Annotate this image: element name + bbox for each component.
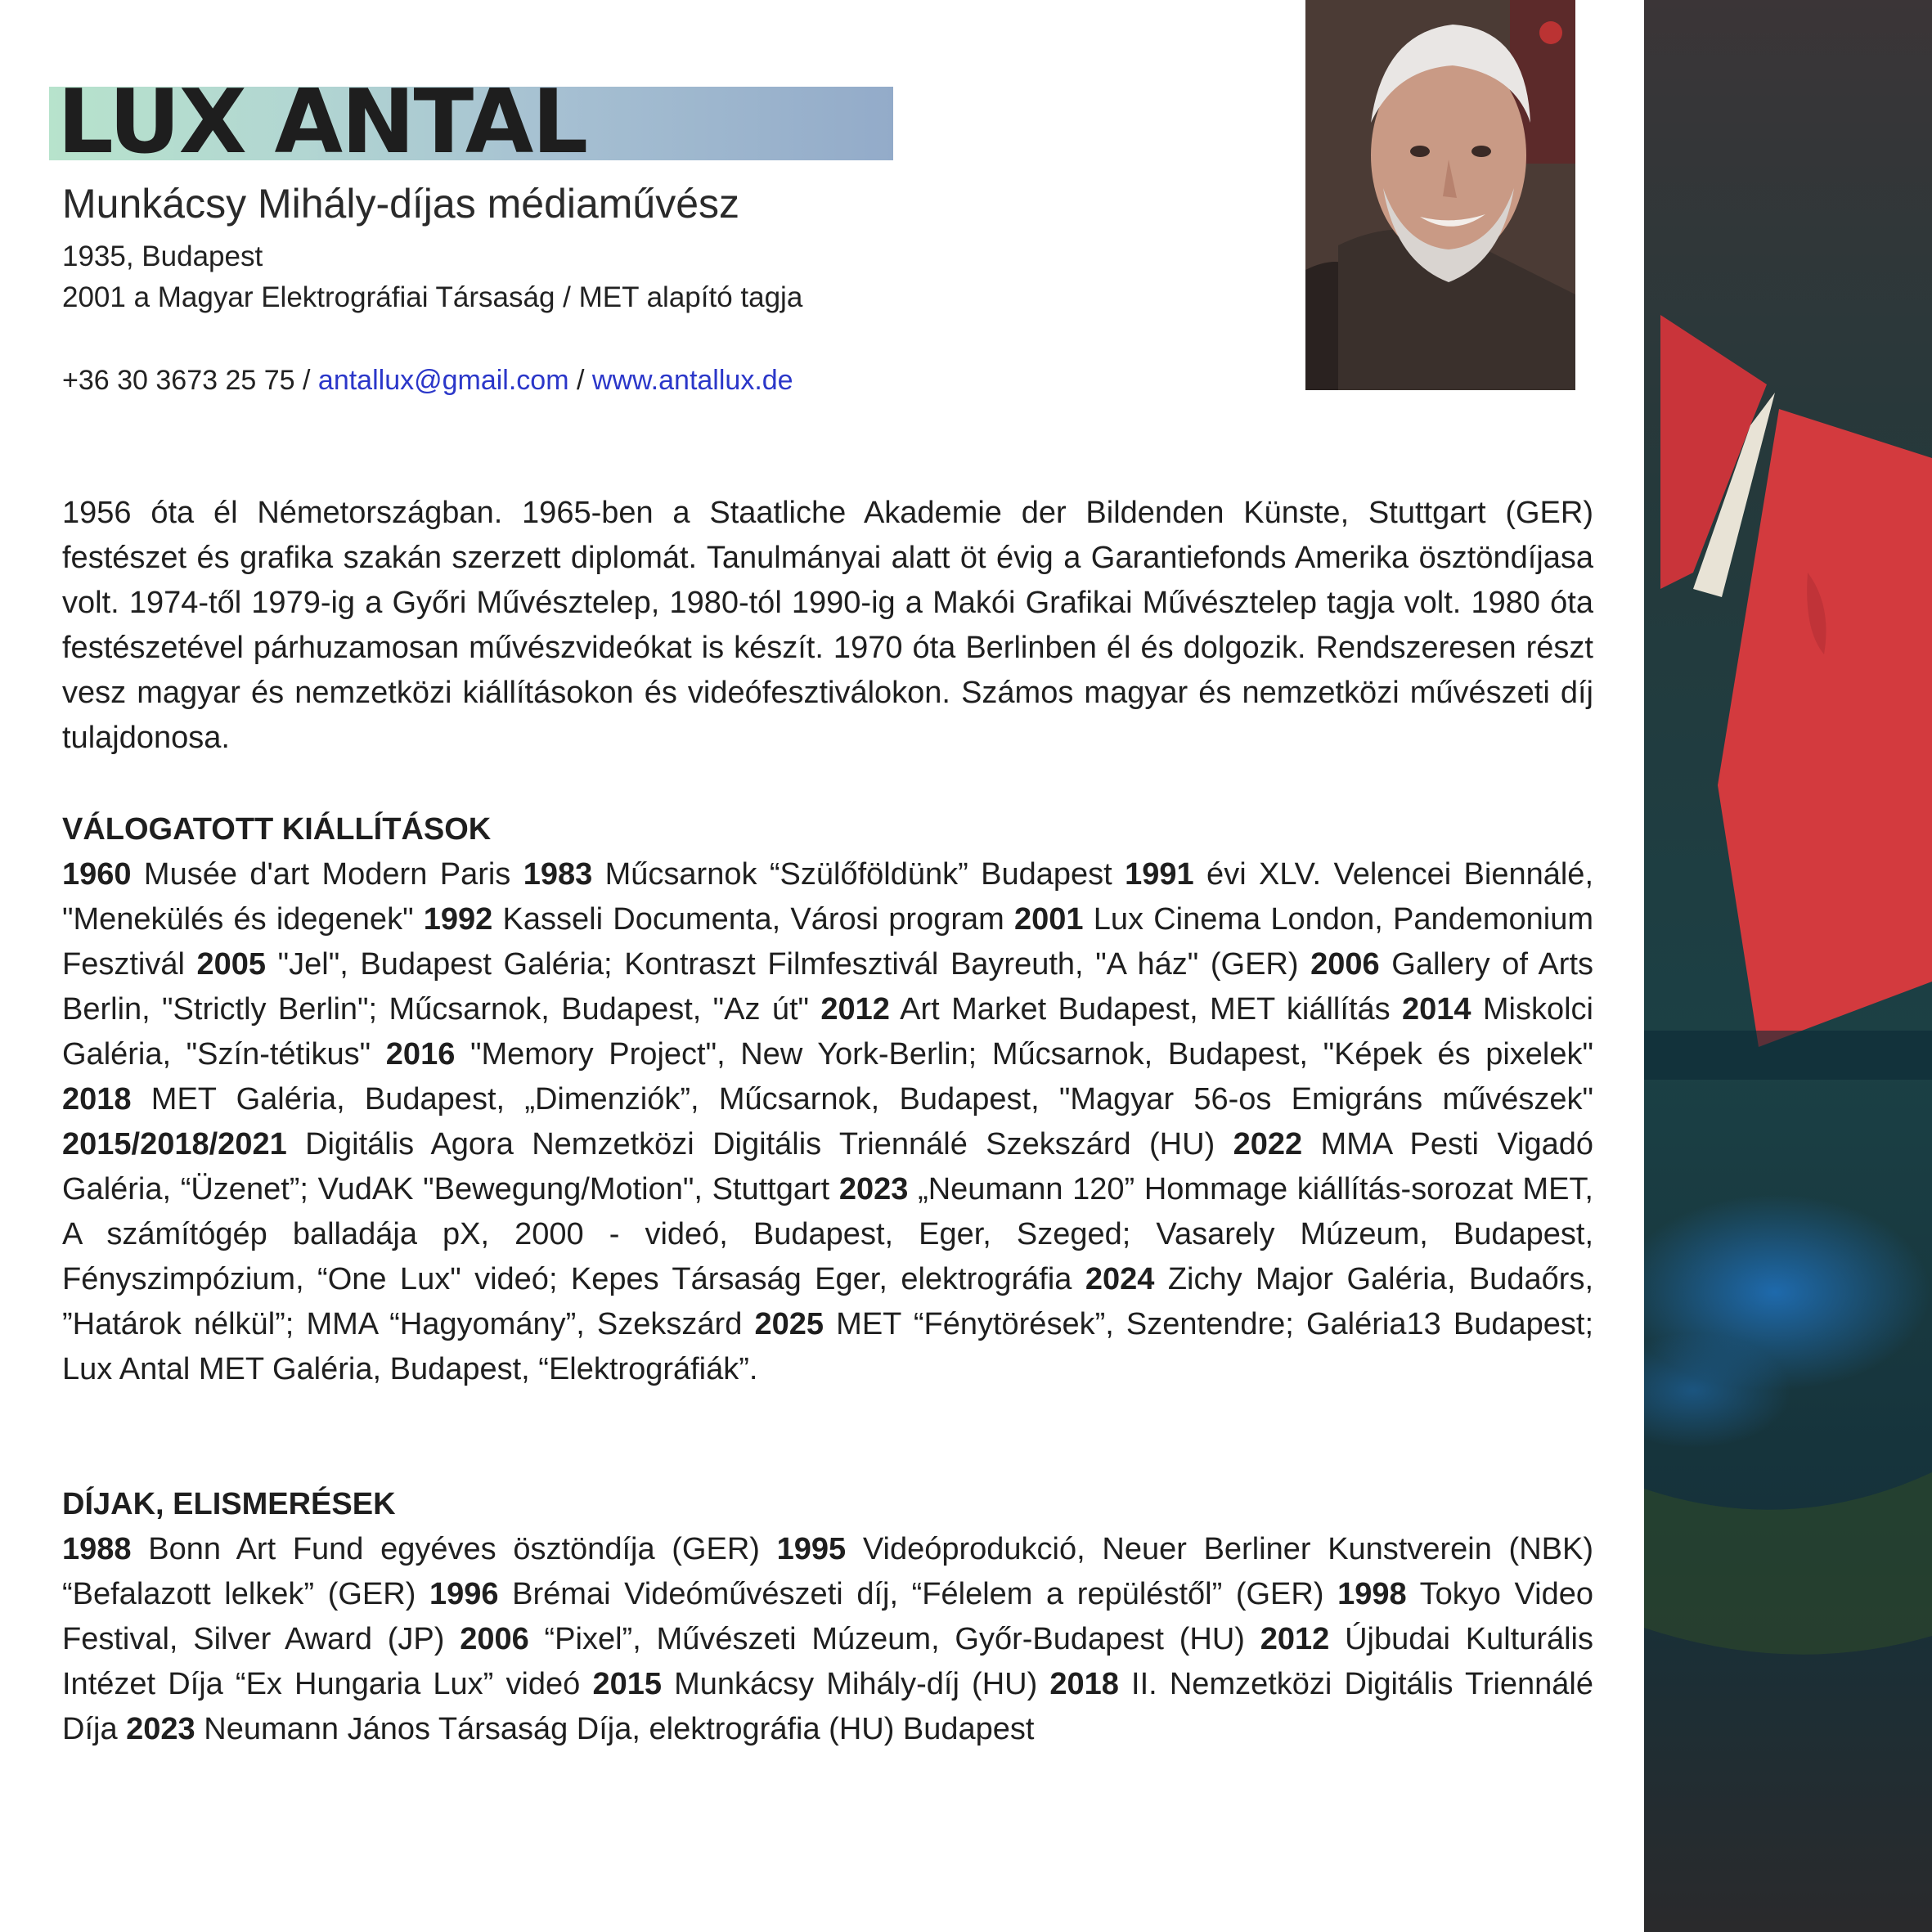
award-entry (126, 1712, 1034, 1746)
exhibition-year: 2025 (754, 1307, 824, 1341)
separator: / (568, 365, 592, 396)
exhibition-year: 1960 (62, 857, 132, 892)
exhibition-year: 2024 (1085, 1262, 1155, 1296)
exhibition-year: 1991 (1125, 857, 1194, 892)
exhibition-text: Digitális Agora Nemzetközi Digitális Triennálé Szekszárd (HU) (286, 1127, 1233, 1161)
exhibition-text: Zichy Major Galéria, Budaőrs, ”Határok nélkül”; MMA “Hagyomány”, Szekszárd (62, 1262, 1593, 1341)
award-entry (62, 1532, 777, 1566)
membership-info: 2001 a Magyar Elektrográfiai Társaság / MET alapító tagja (62, 281, 803, 313)
award-year: 1996 (429, 1577, 499, 1611)
exhibition-entry (197, 947, 1311, 982)
artist-name: LUX ANTAL (57, 71, 587, 173)
exhibition-entry (62, 1082, 1593, 1117)
artist-title: Munkácsy Mihály-díjas médiaművész (62, 181, 740, 227)
exhibition-text: MET Galéria, Budapest, „Dimenziók”, Műcsarnok, Budapest, "Magyar 56-os Emigráns művészek" (131, 1082, 1593, 1117)
exhibitions-list (62, 852, 1593, 1392)
email-link[interactable]: antallux@gmail.com (317, 365, 569, 396)
award-text: Munkácsy Mihály-díj (HU) (661, 1667, 1050, 1701)
website-link[interactable]: www.antallux.de (591, 365, 793, 396)
exhibition-year: 2023 (838, 1172, 909, 1206)
award-year: 1988 (62, 1532, 132, 1566)
artwork-illustration (1644, 0, 1932, 1932)
award-year: 1995 (776, 1532, 847, 1566)
exhibition-year: 2014 (1401, 992, 1471, 1027)
award-text: Brémai Videóművészeti díj, “Félelem a repüléstől” (GER) (498, 1577, 1338, 1611)
exhibition-year: 1983 (523, 857, 593, 892)
biography-paragraph: 1956 óta él Németországban. 1965-ben a Staatliche Akademie der Bildenden Künste, Stuttgart (GER) festészet és grafika szakán szerzett diplomát. Tanulmányai alatt öt évig a Garantiefonds Amerika ösztöndíjasa volt. 1974-től 1979-ig a Győri Művésztelep, 1980-tól 1990-ig a Makói Grafikai Művésztelep tagja volt. 1980 óta festészetével párhuzamosan művészvideókat is készít. 1970 óta Berlinben él és dolgozik. Rendszeresen részt vesz magyar és nemzetközi kiállításokon és videófesztiválokon. Számos magyar és nemzetközi művészeti díj tulajdonosa. (62, 496, 1593, 755)
awards-heading: DÍJAK, ELISMERÉSEK (62, 1487, 396, 1521)
exhibition-entry (62, 857, 523, 892)
exhibition-text: Lux Cinema London, Pandemonium Fesztivál (62, 902, 1594, 982)
award-entry (592, 1667, 1049, 1701)
birth-info: 1935, Budapest (62, 240, 263, 272)
award-text: “Pixel”, Művészeti Múzeum, Győr-Budapest (HU) (528, 1622, 1260, 1656)
portrait-photo (1305, 0, 1575, 390)
exhibition-text: Gallery of Arts Berlin, "Strictly Berlin"; Műcsarnok, Budapest, "Az út" (62, 947, 1593, 1027)
exhibition-year: 2005 (196, 947, 267, 982)
exhibition-text: "Jel", Budapest Galéria; Kontraszt Filmfesztivál Bayreuth, "A ház" (GER) (266, 947, 1311, 982)
exhibitions-heading: VÁLOGATOTT KIÁLLÍTÁSOK (62, 812, 492, 847)
exhibition-entry (424, 902, 1014, 937)
exhibition-year: 2012 (820, 992, 890, 1027)
exhibition-year: 2015/2018/2021 (62, 1127, 287, 1161)
award-year: 2018 (1049, 1667, 1119, 1701)
phone-number: +36 30 3673 25 75 (62, 365, 295, 396)
exhibition-entry (386, 1037, 1593, 1072)
artwork-strip (1644, 0, 1932, 1932)
exhibition-year: 2018 (62, 1082, 132, 1117)
exhibition-text: Miskolci Galéria, "Szín-tétikus" (62, 992, 1593, 1072)
award-text: Tokyo Video Festival, Silver Award (JP) (62, 1577, 1593, 1656)
award-entry (429, 1577, 1337, 1611)
award-year: 2006 (460, 1622, 529, 1656)
award-year: 2015 (592, 1667, 662, 1701)
award-text: II. Nemzetközi Digitális Triennálé Díja (62, 1667, 1593, 1746)
award-year: 2023 (126, 1712, 195, 1746)
separator: / (294, 365, 318, 396)
exhibition-year: 2016 (385, 1037, 456, 1072)
award-text: Bonn Art Fund egyéves ösztöndíja (GER) (131, 1532, 777, 1566)
contact-line (62, 365, 793, 397)
exhibition-text: „Neumann 120” Hommage kiállítás-sorozat MET, A számítógép balladája pX, 2000 - videó, Budapest, Eger, Szeged; Vasarely Múzeum, Budapest, Fényszimpózium, “One Lux" videó; Kepes Társaság Eger, elektrográfia (62, 1172, 1593, 1296)
exhibition-text: Musée d'art Modern Paris (131, 857, 523, 892)
exhibition-text: évi XLV. Velencei Biennálé, "Menekülés és idegenek" (62, 857, 1594, 937)
award-year: 1998 (1337, 1577, 1407, 1611)
exhibition-year: 1992 (423, 902, 493, 937)
awards-list (62, 1527, 1593, 1752)
exhibition-text: Kasseli Documenta, Városi program (492, 902, 1014, 937)
exhibition-entry (523, 857, 1125, 892)
award-text: Újbudai Kulturális Intézet Díja “Ex Hungaria Lux” videó (62, 1622, 1594, 1701)
award-year: 2012 (1260, 1622, 1330, 1656)
exhibition-text: MMA Pesti Vigadó Galéria, “Üzenet”; VudAK "Bewegung/Motion", Stuttgart (62, 1127, 1593, 1206)
award-text: Neumann János Társaság Díja, elektrográfia (HU) Budapest (195, 1712, 1035, 1746)
exhibition-year: 2022 (1233, 1127, 1303, 1161)
award-entry (460, 1622, 1260, 1656)
exhibition-year: 2006 (1310, 947, 1380, 982)
exhibition-text: "Memory Project", New York-Berlin; Műcsarnok, Budapest, "Képek és pixelek" (455, 1037, 1593, 1072)
exhibition-year: 2001 (1014, 902, 1084, 937)
exhibition-text: Art Market Budapest, MET kiállítás (889, 992, 1402, 1027)
exhibition-text: MET “Fénytörések”, Szentendre; Galéria13 Budapest; Lux Antal MET Galéria, Budapest, “Elektrográfiák”. (62, 1307, 1594, 1386)
exhibition-entry (62, 1127, 1233, 1161)
portrait-illustration (1305, 0, 1575, 390)
exhibition-text: Műcsarnok “Szülőföldünk” Budapest (592, 857, 1126, 892)
exhibition-entry (820, 992, 1402, 1027)
award-text: Videóprodukció, Neuer Berliner Kunstverein (NBK) “Befalazott lelkek” (GER) (62, 1532, 1593, 1611)
